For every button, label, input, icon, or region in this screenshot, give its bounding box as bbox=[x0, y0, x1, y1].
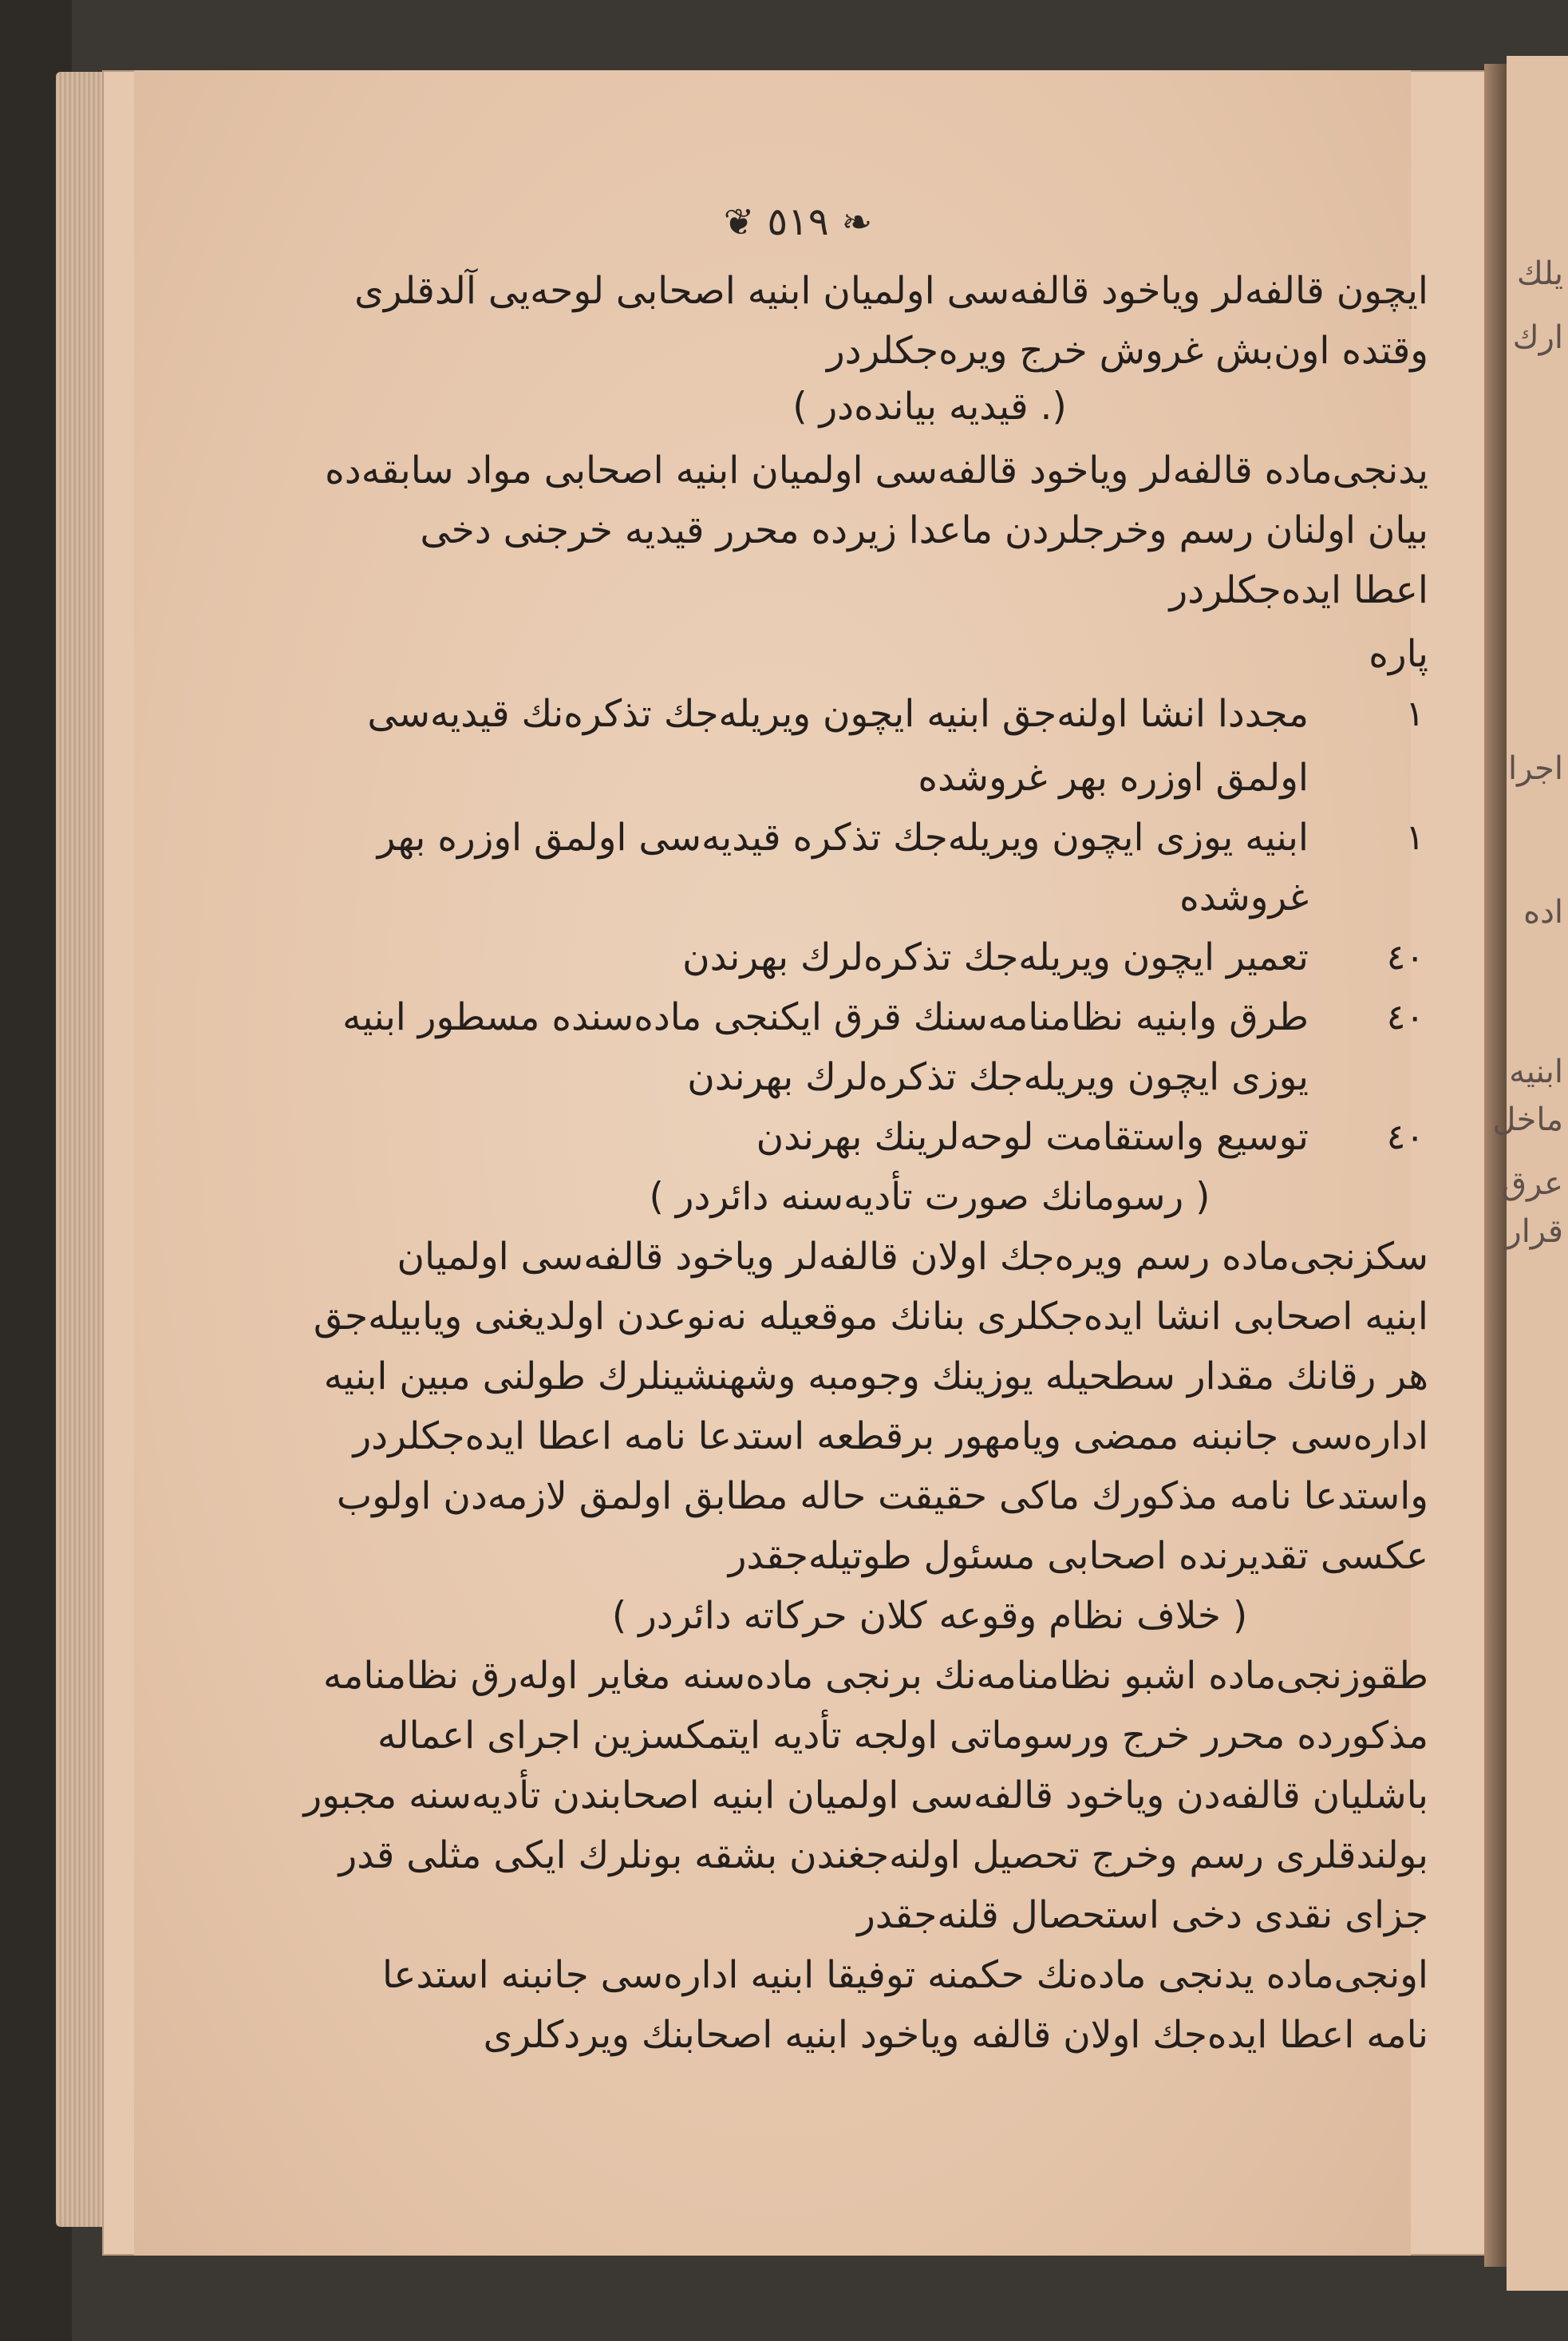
amount-value: ٤٠ bbox=[1386, 1117, 1424, 1157]
adjacent-text: اجرا bbox=[1507, 750, 1563, 787]
fee-item: غروشده bbox=[1179, 876, 1309, 919]
article-line: اونجى‌ماده يدنجى ماده‌نك حكمنه توفيقا ابنيه اداره‌سى جانبنه استدعا bbox=[382, 1953, 1428, 1997]
fee-item: مجددا انشا اولنه‌جق ابنيه ايچون ويريله‌جك تذكره‌نك قيديه‌سى bbox=[367, 692, 1309, 736]
adjacent-text: يلك bbox=[1516, 255, 1563, 292]
column-label: پاره bbox=[1369, 632, 1428, 676]
text-line: عكسى تقديرنده اصحابى مسئول طوتيله‌جقدر bbox=[728, 1534, 1428, 1578]
fee-item: يوزى ايچون ويريله‌جك تذكره‌لرك بهرندن bbox=[687, 1055, 1309, 1099]
fee-item: ابنيه يوزى ايچون ويريله‌جك تذكره قيديه‌سى اولمق اوزره بهر bbox=[377, 816, 1309, 860]
amount-value: ١ bbox=[1405, 817, 1424, 858]
text-line: وقتده اون‌بش غروش خرج ويره‌جكلردر bbox=[826, 329, 1428, 373]
text-line: اداره‌سى جانبنه ممضى ويامهور برقطعه استدعا نامه اعطا ايده‌جكلردر bbox=[353, 1414, 1428, 1458]
amount-value: ٤٠ bbox=[1386, 997, 1424, 1038]
adjacent-text: قرار bbox=[1506, 1213, 1563, 1250]
adjacent-text: اده bbox=[1523, 894, 1563, 931]
fee-item: طرق وابنيه نظامنامه‌سنك قرق ايكنجى ماده‌سنده مسطور ابنيه bbox=[342, 995, 1309, 1039]
page-number: ٥١٩ bbox=[767, 200, 829, 244]
section-heading: ( خلاف نظام وقوعه كلان حركاته دائردر ) bbox=[611, 1594, 1248, 1638]
section-heading: ( رسومانك صورت تأديه‌سنه دائردر ) bbox=[649, 1175, 1211, 1219]
adjacent-text: عرق bbox=[1502, 1165, 1563, 1202]
article-line: سكزنجى‌ماده رسم ويره‌جك اولان قالفه‌لر وياخود قالفه‌سى اولميان bbox=[397, 1235, 1428, 1279]
text-line: ابنيه اصحابى انشا ايده‌جكلرى بنانك موقعيله نه‌نوعدن اولديغنى ويابيله‌جق bbox=[313, 1295, 1428, 1339]
ornament-icon: ❧ bbox=[841, 200, 873, 243]
text-line: مذكورده محرر خرج ورسوماتى اولجه تأديه ايتمكسزين اجراى اعماله bbox=[377, 1714, 1428, 1758]
text-line: بيان اولنان رسم وخرجلردن ماعدا زيرده محرر قيديه خرجنى دخى bbox=[420, 508, 1428, 552]
fee-item: اولمق اوزره بهر غروشده bbox=[918, 756, 1309, 800]
fee-item: توسيع واستقامت لوحه‌لرينك بهرندن bbox=[756, 1115, 1309, 1159]
text-line: ایچون قالفه‌لر وياخود قالفه‌سى اولميان ابنيه اصحابى لوحه‌يى آلدقلرى bbox=[354, 269, 1428, 313]
article-line: يدنجى‌ماده قالفه‌لر وياخود قالفه‌سى اولميان ابنيه اصحابى مواد سابقه‌ده bbox=[325, 449, 1428, 492]
adjacent-page bbox=[1492, 56, 1568, 2291]
amount-value: ١ bbox=[1405, 694, 1424, 734]
text-line: بولندقلرى رسم وخرج تحصيل اولنه‌جغندن بشقه بونلرك ايكى مثلى قدر bbox=[338, 1833, 1428, 1877]
fee-item: تعمير ايچون ويريله‌جك تذكره‌لرك بهرندن bbox=[682, 935, 1309, 979]
text-line: هر رقانك مقدار سطحيله يوزينك وجومبه وشهنشينلرك طولنى مبين ابنيه bbox=[323, 1354, 1428, 1398]
text-line: اعطا ايده‌جكلردر bbox=[1169, 568, 1428, 612]
amount-value: ٤٠ bbox=[1386, 937, 1424, 978]
text-line: جزاى نقدى دخى استحصال قلنه‌جقدر bbox=[857, 1893, 1428, 1937]
article-line: طقوزنجى‌ماده اشبو نظامنامه‌نك برنجى ماده‌سنه مغاير اوله‌رق نظامنامه bbox=[322, 1654, 1428, 1698]
adjacent-text: ابنيه bbox=[1509, 1054, 1563, 1090]
text-line: واستدعا نامه مذكورك ماكى حقيقت حاله مطابق اولمق لازمه‌دن اولوب bbox=[336, 1474, 1428, 1518]
text-line: باشليان قالفه‌دن وياخود قالفه‌سى اولميان ابنيه اصحابندن تأديه‌سنه مجبور bbox=[303, 1774, 1428, 1817]
ornament-icon: ❦ bbox=[723, 200, 755, 243]
adjacent-text: ماخل bbox=[1492, 1101, 1563, 1138]
page-header bbox=[724, 200, 872, 244]
text-line: نامه اعطا ايده‌جك اولان قالفه وياخود ابنيه اصحابنك ويردكلرى bbox=[483, 2013, 1428, 2057]
section-heading: (. قيديه بيانده‌در ) bbox=[792, 385, 1067, 429]
adjacent-text: ارك bbox=[1512, 319, 1563, 356]
